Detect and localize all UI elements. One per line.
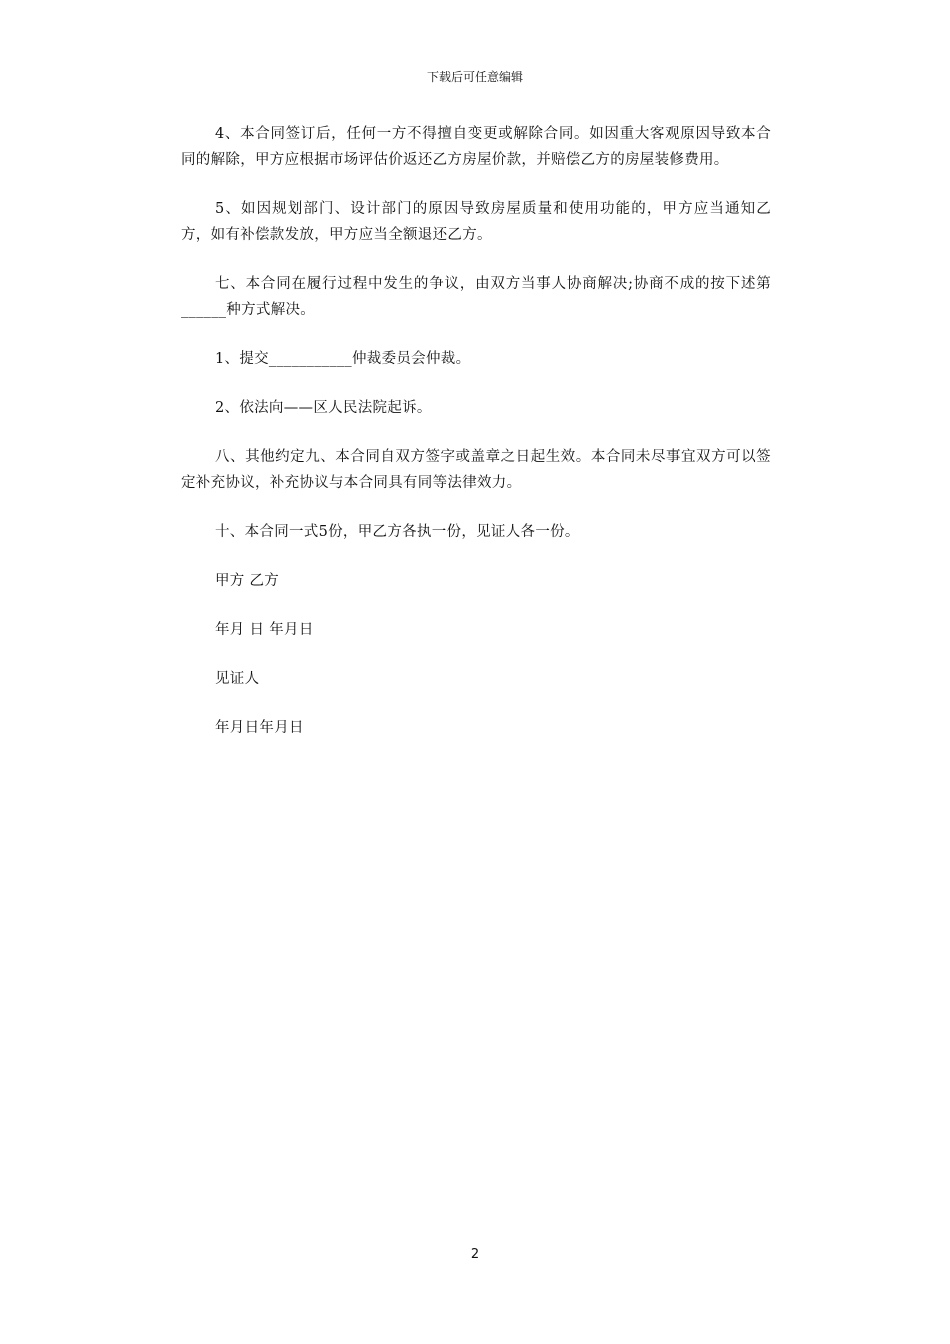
clause-8-9-paragraph: 八、其他约定九、本合同自双方签字或盖章之日起生效。本合同未尽事宜双方可以签定补充协议，补充协议与本合同具有同等法律效力。 bbox=[181, 449, 771, 491]
page-number: 2 bbox=[470, 1247, 480, 1262]
party-signature-line: 甲方 乙方 bbox=[215, 573, 280, 589]
witness-label: 见证人 bbox=[215, 671, 260, 687]
party-date-line: 年月 日 年月日 bbox=[215, 622, 314, 638]
page-header: 下载后可任意编辑 bbox=[426, 70, 523, 84]
witness-date-line: 年月日年月日 bbox=[215, 720, 304, 736]
arbitration-option-paragraph: 1、提交___________仲裁委员会仲裁。 bbox=[215, 351, 471, 367]
clause-5-paragraph: 5、如因规划部门、设计部门的原因导致房屋质量和使用功能的，甲方应当通知乙方，如有补偿款发放，甲方应当全额退还乙方。 bbox=[181, 201, 771, 243]
litigation-option-paragraph: 2、依法向——区人民法院起诉。 bbox=[215, 400, 432, 416]
clause-4-paragraph: 4、本合同签订后，任何一方不得擅自变更或解除合同。如因重大客观原因导致本合同的解除，甲方应根据市场评估价返还乙方房屋价款，并赔偿乙方的房屋装修费用。 bbox=[181, 126, 771, 168]
clause-7-dispute-paragraph: 七、本合同在履行过程中发生的争议，由双方当事人协商解决;协商不成的按下述第______种方式解决。 bbox=[181, 276, 771, 318]
clause-10-paragraph: 十、本合同一式5份，甲乙方各执一份，见证人各一份。 bbox=[215, 524, 580, 540]
document-body bbox=[181, 121, 771, 764]
